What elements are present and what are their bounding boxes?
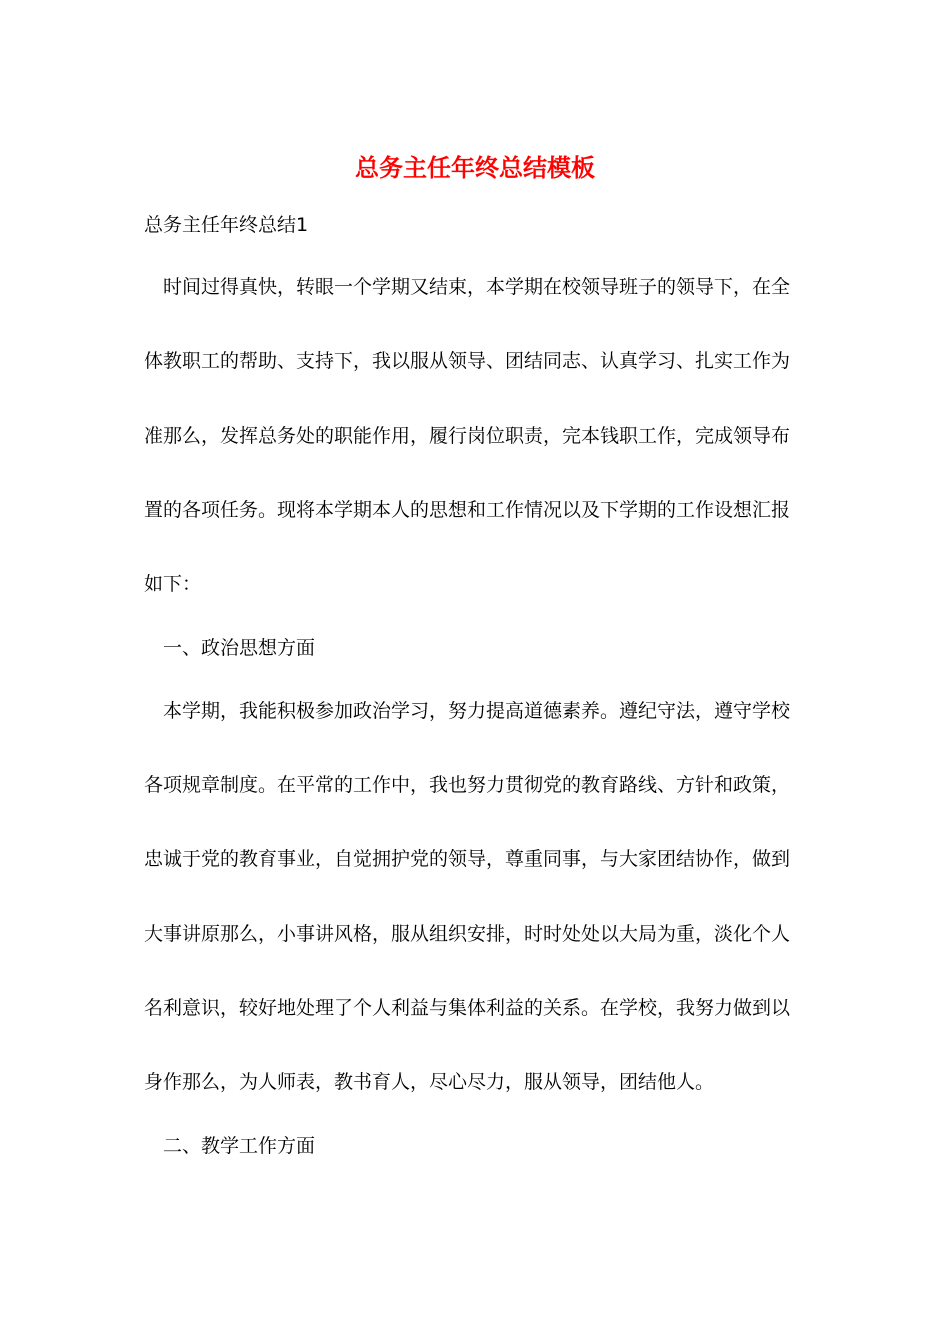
paragraph-line: 如下： [144, 573, 202, 595]
paragraph-line: 名利意识，较好地处理了个人利益与集体利益的关系。在学校，我努力做到以 [144, 997, 791, 1019]
paragraph-line: 时间过得真快，转眼一个学期又结束，本学期在校领导班子的领导下，在全 [144, 276, 791, 298]
paragraph-line: 各项规章制度。在平常的工作中，我也努力贯彻党的教育路线、方针和政策， [144, 774, 791, 796]
paragraph-line: 准那么，发挥总务处的职能作用，履行岗位职责，完本钱职工作，完成领导布 [144, 425, 791, 447]
paragraph-line: 本学期，我能积极参加政治学习，努力提高道德素养。遵纪守法，遵守学校 [144, 700, 791, 722]
paragraph-line: 体教职工的帮助、支持下，我以服从领导、团结同志、认真学习、扎实工作为 [144, 350, 791, 372]
paragraph-line: 置的各项任务。现将本学期本人的思想和工作情况以及下学期的工作设想汇报 [144, 499, 791, 521]
section-heading: 一、政治思想方面 [163, 637, 316, 659]
section-heading: 二、教学工作方面 [163, 1135, 316, 1157]
paragraph-line: 大事讲原那么，小事讲风格，服从组织安排，时时处处以大局为重，淡化个人 [144, 923, 791, 945]
document-title: 总务主任年终总结模板 [355, 153, 595, 182]
paragraph-line: 忠诚于党的教育事业，自觉拥护党的领导，尊重同事，与大家团结协作，做到 [144, 848, 791, 870]
paragraph-line: 身作那么，为人师表，教书育人，尽心尽力，服从领导，团结他人。 [144, 1071, 715, 1093]
document-subtitle: 总务主任年终总结1 [144, 214, 309, 236]
